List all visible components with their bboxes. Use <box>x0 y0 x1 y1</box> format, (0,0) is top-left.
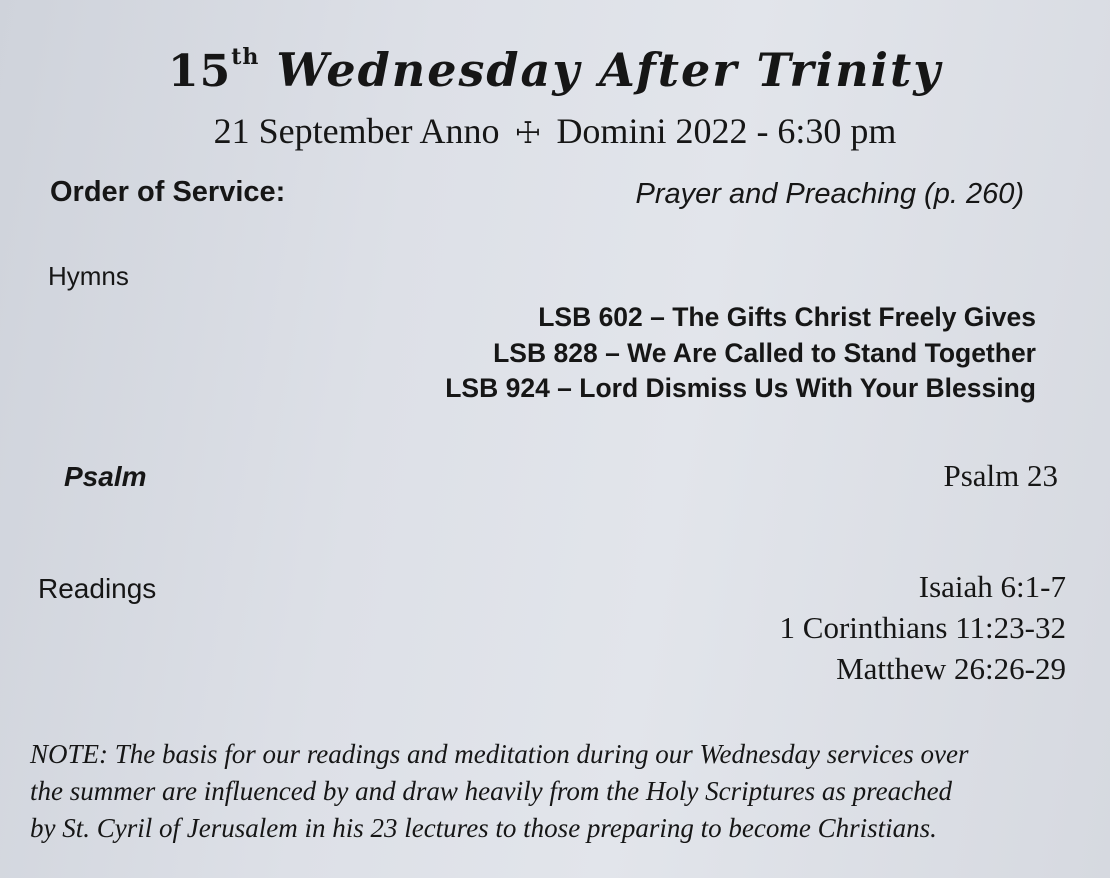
readings-list <box>780 566 1066 689</box>
psalm-value: Psalm 23 <box>943 458 1058 493</box>
title-words: Wednesday After Trinity <box>276 43 942 97</box>
date-part-domini: Domini 2022 - 6:30 pm <box>556 111 897 151</box>
readings-label: Readings <box>38 573 157 604</box>
date-part-anno: 21 September Anno <box>213 111 500 151</box>
hymn-item: LSB 828 – We Are Called to Stand Together <box>493 337 1036 368</box>
service-title <box>0 22 1110 107</box>
cross-icon: ☩ <box>514 117 542 150</box>
order-of-service-value: Prayer and Preaching (p. 260) <box>635 178 1024 210</box>
note-paragraph <box>30 736 1090 847</box>
note-line: by St. Cyril of Jerusalem in his 23 lectures to those preparing to become Christians. <box>30 813 937 843</box>
hymn-item: LSB 924 – Lord Dismiss Us With Your Blessing <box>445 373 1036 403</box>
hymn-item: LSB 602 – The Gifts Christ Freely Gives <box>538 302 1036 332</box>
reading-item: Matthew 26:26-29 <box>836 651 1066 686</box>
order-of-service-label: Order of Service: <box>50 176 286 208</box>
hymn-list <box>445 300 1036 407</box>
title-number: 15 <box>167 46 232 97</box>
reading-item: 1 Corinthians 11:23-32 <box>779 610 1066 645</box>
title-ordinal-suffix: th <box>231 44 260 70</box>
note-line: NOTE: The basis for our readings and meditation during our Wednesday services over <box>30 739 969 769</box>
psalm-label: Psalm <box>64 461 147 492</box>
hymns-label: Hymns <box>48 261 129 291</box>
note-line: the summer are influenced by and draw heavily from the Holy Scriptures as preached <box>30 776 953 806</box>
service-dateline <box>0 108 1110 157</box>
reading-item: Isaiah 6:1-7 <box>918 569 1066 604</box>
